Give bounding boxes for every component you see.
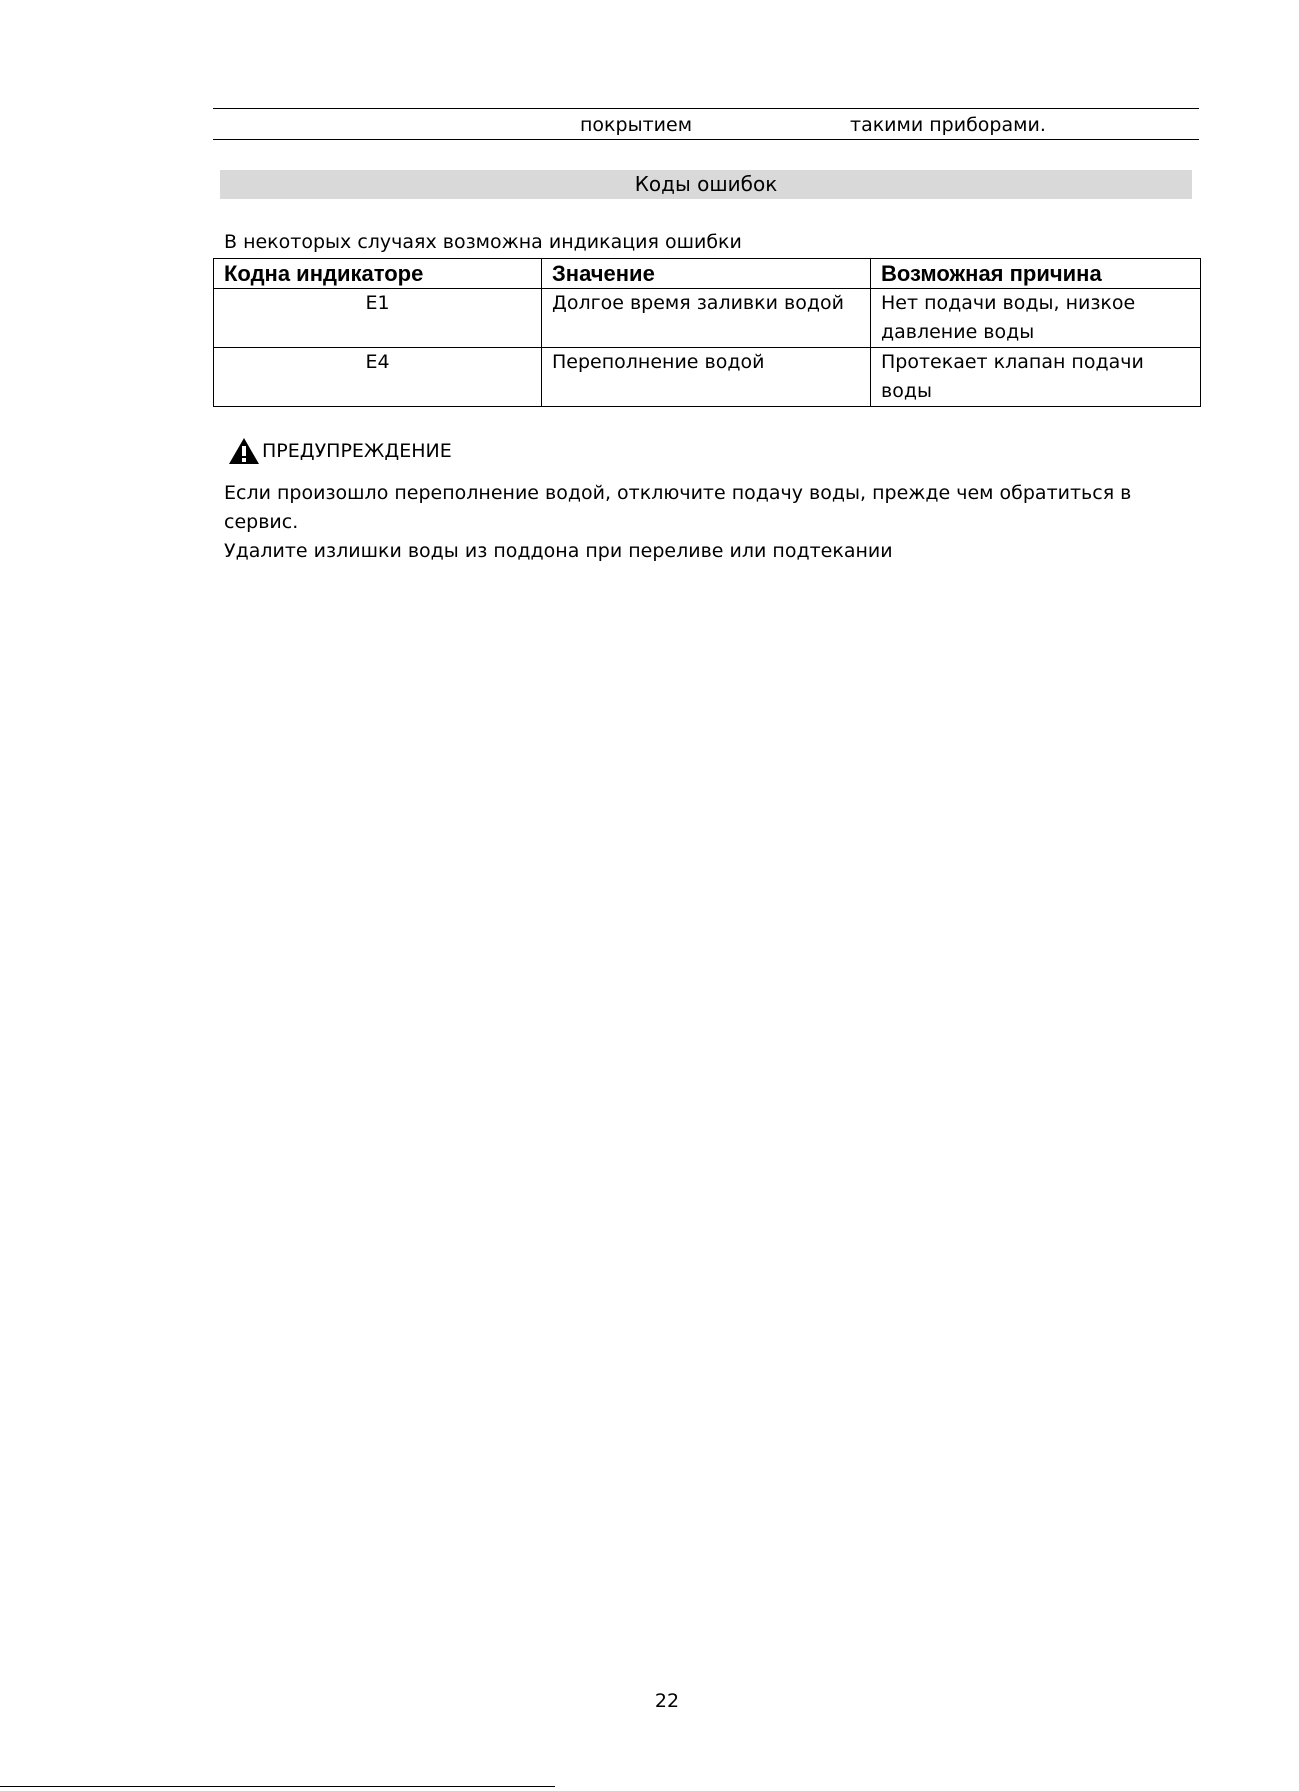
table-row	[214, 348, 1201, 407]
table-row	[214, 289, 1201, 348]
header-code: Кодна индикаторе	[214, 259, 542, 289]
fragment-cell-1: покрытием	[580, 114, 693, 136]
cell-meaning: Долгое время заливки водой	[542, 289, 871, 348]
intro-text: В некоторых случаях возможна индикация ошибки	[224, 231, 742, 253]
header-cause: Возможная причина	[871, 259, 1201, 289]
warning-title: ПРЕДУПРЕЖДЕНИЕ	[262, 440, 452, 462]
warning-line-1: Если произошло переполнение водой, отключите подачу воды, прежде чем обратиться в сервис.	[224, 482, 1132, 533]
cell-cause: Нет подачи воды, низкое давление воды	[871, 289, 1201, 348]
error-codes-table	[213, 258, 1201, 407]
warning-line-2: Удалите излишки воды из поддона при переливе или подтекании	[224, 540, 893, 562]
footnote-divider	[0, 1786, 555, 1787]
previous-table-fragment	[213, 108, 1199, 140]
fragment-cell-2: такими приборами.	[850, 114, 1046, 136]
header-meaning: Значение	[542, 259, 871, 289]
cell-code: E4	[214, 348, 542, 407]
page-number: 22	[654, 1690, 680, 1712]
table-header-row	[214, 259, 1201, 289]
cell-meaning: Переполнение водой	[542, 348, 871, 407]
warning-text	[224, 479, 1184, 566]
warning-heading	[228, 437, 452, 465]
cell-cause: Протекает клапан подачи воды	[871, 348, 1201, 407]
warning-triangle-icon	[228, 437, 260, 465]
cell-code: E1	[214, 289, 542, 348]
section-heading: Коды ошибок	[220, 170, 1192, 199]
